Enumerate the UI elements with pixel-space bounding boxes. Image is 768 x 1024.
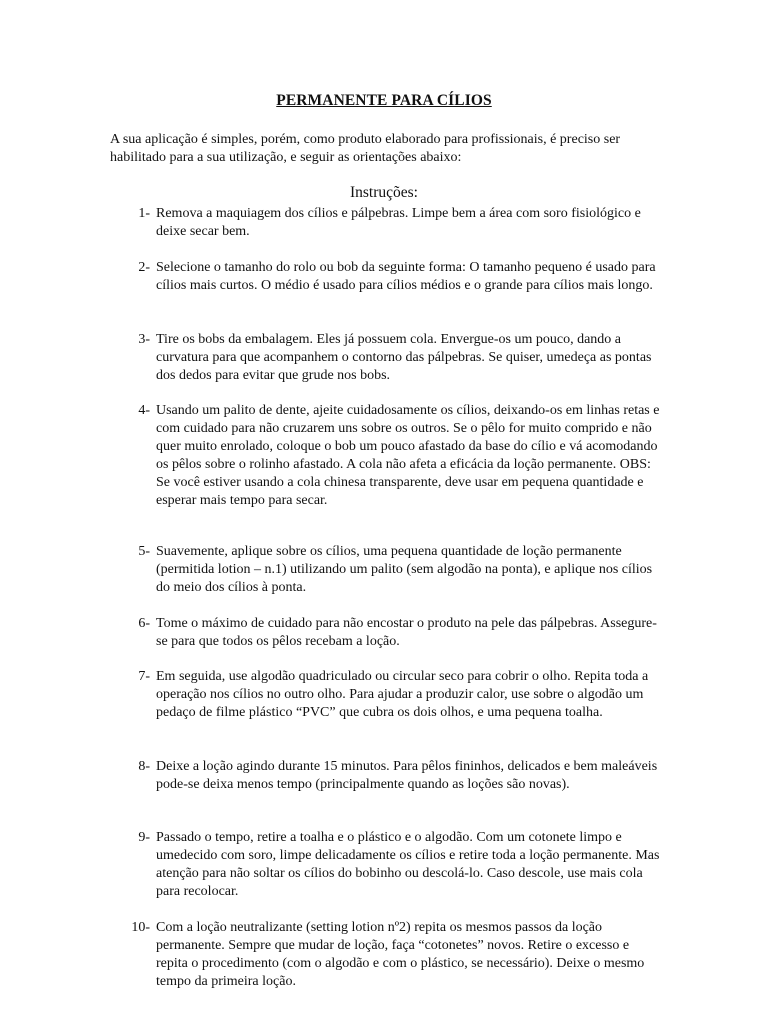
step-number: 4- xyxy=(138,403,150,418)
step-text: Selecione o tamanho do rolo ou bob da seguinte forma: O tamanho pequeno é usado para cílios mais curtos. O médio é usado para cílios médios e o grande para cílios mais longo. xyxy=(156,260,656,293)
step-number: 3- xyxy=(138,332,150,347)
document-title: PERMANENTE PARA CÍLIOS xyxy=(276,92,492,109)
step-text: Suavemente, aplique sobre os cílios, uma pequena quantidade de loção permanente (permitida lotion – n.1) utilizando um palito (sem algodão na ponta), e aplique nos cílios do meio dos cílios à ponta. xyxy=(156,544,653,595)
step-number: 1- xyxy=(138,206,150,221)
step-number: 8- xyxy=(138,759,150,774)
step-number: 10- xyxy=(131,920,150,935)
step-text: Passado o tempo, retire a toalha e o plástico e o algodão. Com um cotonete limpo e umedecido com soro, limpe delicadamente os cílios e retire toda a loção permanente. Mas atenção para não soltar os cílios do bobinho ou descolá-lo. Caso descole, use mais cola para recolocar. xyxy=(156,830,660,899)
step-number: 2- xyxy=(138,260,150,275)
step-number: 5- xyxy=(138,544,150,559)
step-number: 9- xyxy=(138,830,150,845)
step-text: Em seguida, use algodão quadriculado ou circular seco para cobrir o olho. Repita toda a operação nos cílios no outro olho. Para ajudar a produzir calor, use sobre o algodão um pedaço de filme plástico “PVC” que cubra os dois olhos, e uma pequena toalha. xyxy=(156,669,649,720)
step-text: Deixe a loção agindo durante 15 minutos. Para pêlos fininhos, delicados e bem maleáveis pode-se deixa menos tempo (principalmente quando as loções são novas). xyxy=(156,759,658,792)
step-text: Com a loção neutralizante (setting lotion nº2) repita os mesmos passos da loção permanente. Sempre que mudar de loção, faça “cotonetes” novos. Retire o excesso e repita o procedimento (com o algodão e com o plástico, se necessário). Deixe o mesmo tempo da primeira loção. xyxy=(156,920,645,989)
step-text: Usando um palito de dente, ajeite cuidadosamente os cílios, deixando-os em linhas retas e com cuidado para não cruzarem uns sobre os outros. Se o pêlo for muito comprido e não quer muito enrolado, coloque o bob um pouco afastado da base do cílio e vá acomodando os pêlos sobre o rolinho afastado. A cola não afeta a eficácia da loção permanente. OBS: Se você estiver usando a cola chinesa transparente, deve usar em pequena quantidade e esperar mais tempo para secar. xyxy=(156,403,660,508)
instructions-heading: Instruções: xyxy=(349,184,418,201)
step-number: 6- xyxy=(138,616,150,631)
intro-paragraph: A sua aplicação é simples, porém, como produto elaborado para profissionais, é preciso ser habilitado para a sua utilização, e seguir as orientações abaixo: xyxy=(110,132,621,165)
step-number: 7- xyxy=(138,669,150,684)
step-text: Remova a maquiagem dos cílios e pálpebras. Limpe bem a área com soro fisiológico e deixe secar bem. xyxy=(156,206,641,239)
step-text: Tire os bobs da embalagem. Eles já possuem cola. Envergue-os um pouco, dando a curvatura para que acompanhem o contorno das pálpebras. Se quiser, umedeça as pontas dos dedos para evitar que grude nos bobs. xyxy=(156,332,652,383)
step-text: Tome o máximo de cuidado para não encostar o produto na pele das pálpebras. Assegure-se para que todos os pêlos recebam a loção. xyxy=(156,616,657,649)
